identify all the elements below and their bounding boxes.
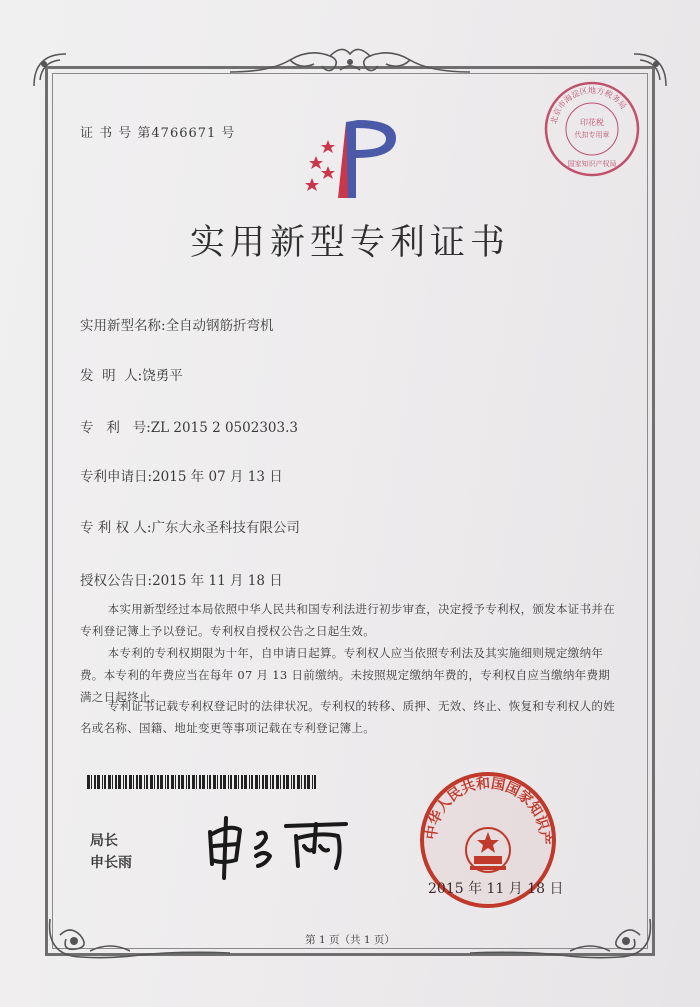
barcode-bar <box>307 775 310 789</box>
seal-date: 2015 年 11 月 18 日 <box>428 881 564 897</box>
field-value: ZL 2015 2 0502303.3 <box>150 420 298 436</box>
director-title: 局长 <box>90 833 118 849</box>
patent-office-logo <box>298 112 408 206</box>
barcode-bar <box>314 775 316 789</box>
certificate-number: 证 书 号 第4766671 号 <box>80 126 236 141</box>
legal-paragraph-1: 本实用新型经过本局依照中华人民共和国专利法进行初步审查，决定授予专利权，颁发本证书并在专利登记簿上予以登记。专利权自授权公告之日起生效。 <box>80 602 615 638</box>
barcode-bar <box>241 775 243 789</box>
barcode-bar <box>249 775 250 789</box>
barcode-bar <box>223 775 226 789</box>
barcode-bar <box>238 775 239 789</box>
barcode-bar <box>102 775 103 789</box>
top-ornament <box>230 42 470 78</box>
director-name: 申长雨 <box>90 855 132 871</box>
certificate-title: 实用新型专利证书 <box>189 223 510 263</box>
barcode-bar <box>129 775 132 789</box>
field-label: 实用新型名称: <box>80 318 166 334</box>
barcode-bar <box>139 775 142 789</box>
page-number: 第 1 页（共 1 页） <box>305 934 395 946</box>
barcode-bar <box>91 775 92 789</box>
field-patentee <box>80 516 300 536</box>
barcode-bar <box>133 775 134 789</box>
barcode-bar <box>123 775 124 789</box>
tax-stamp-center-line2: 代扣专用章 <box>574 131 610 139</box>
barcode-bar <box>234 775 237 789</box>
barcode-bar <box>251 775 253 789</box>
field-grant-announcement-date <box>80 569 283 589</box>
barcode-bar <box>207 775 208 789</box>
barcode-bar <box>150 775 153 789</box>
barcode-bar <box>217 775 218 789</box>
barcode-bar <box>272 775 274 789</box>
barcode-bar <box>186 775 187 789</box>
tax-stamp-bottom-text: 国家知识产权局 <box>567 160 617 168</box>
barcode-bar <box>188 775 190 789</box>
barcode-bar <box>192 775 195 789</box>
barcode-bar <box>262 775 264 789</box>
field-patent-number <box>80 416 298 436</box>
barcode-bar <box>199 775 201 789</box>
barcode-bar <box>244 775 247 789</box>
barcode-bar <box>178 775 180 789</box>
barcode-bar <box>144 775 145 789</box>
barcode-bar <box>280 775 281 789</box>
barcode-bar <box>175 775 176 789</box>
field-utility-model-name <box>80 314 274 334</box>
barcode-bar <box>97 775 100 789</box>
field-label: 专 利 号: <box>80 420 151 436</box>
field-value: 全自动钢筋折弯机 <box>165 318 274 334</box>
barcode-bar <box>154 775 155 789</box>
barcode-bar <box>312 775 313 789</box>
seal-ring-text: 中华人民共和国国家知识产 <box>423 775 553 846</box>
field-label: 专 利 权 人: <box>80 520 152 536</box>
tax-stamp-ring-text: 北京市海淀区地方税务局 <box>549 85 628 125</box>
barcode-bar <box>160 775 163 789</box>
barcode-bar <box>104 775 106 789</box>
barcode <box>87 774 317 793</box>
barcode-bar <box>228 775 229 789</box>
barcode-bar <box>291 775 292 789</box>
field-inventor <box>80 364 183 384</box>
barcode-bar <box>297 775 300 789</box>
tax-stamp-center-line1: 印花税 <box>580 118 604 127</box>
field-value: 2015 年 11 月 18 日 <box>152 573 283 589</box>
barcode-bar <box>112 775 113 789</box>
barcode-bar <box>255 775 258 789</box>
barcode-bar <box>301 775 302 789</box>
barcode-bar <box>146 775 148 789</box>
barcode-bar <box>220 775 222 789</box>
field-label: 授权公告日: <box>80 573 153 589</box>
director-signature <box>200 812 350 886</box>
barcode-bar <box>270 775 271 789</box>
field-label: 发 明 人: <box>80 368 143 384</box>
field-application-date <box>80 465 283 485</box>
barcode-bar <box>171 775 174 789</box>
barcode-bar <box>276 775 279 789</box>
tax-stamp <box>543 80 641 182</box>
barcode-bar <box>118 775 121 789</box>
barcode-bar <box>167 775 169 789</box>
barcode-bar <box>202 775 205 789</box>
legal-paragraph-3: 专利证书记载专利权登记时的法律状况。专利权的转移、质押、无效、终止、恢复和专利权人的姓名或名称、国籍、地址变更等事项记载在专利登记簿上。 <box>80 699 615 735</box>
barcode-bar <box>259 775 260 789</box>
barcode-bar <box>213 775 216 789</box>
barcode-bar <box>293 775 295 789</box>
barcode-bar <box>108 775 111 789</box>
barcode-bar <box>283 775 285 789</box>
barcode-bar <box>115 775 117 789</box>
barcode-bar <box>136 775 138 789</box>
barcode-bar <box>230 775 232 789</box>
barcode-bar <box>87 775 90 789</box>
barcode-bar <box>165 775 166 789</box>
barcode-bar <box>304 775 306 789</box>
barcode-bar <box>125 775 127 789</box>
legal-paragraph-2: 本专利的专利权期限为十年，自申请日起算。专利权人应当依照专利法及其实施细则规定缴纳年费。本专利的年费应当在每年 07 月 13 日前缴纳。未按照规定缴纳年费的，专利权自应当缴纳年费期满之日起终止。 <box>80 646 611 704</box>
barcode-bar <box>265 775 268 789</box>
barcode-bar <box>196 775 197 789</box>
field-label: 专利申请日: <box>80 469 153 485</box>
barcode-bar <box>94 775 96 789</box>
barcode-bar <box>157 775 159 789</box>
barcode-bar <box>209 775 211 789</box>
field-value: 广东大永圣科技有限公司 <box>151 520 300 536</box>
barcode-bar <box>286 775 289 789</box>
corner-ornament-top-left <box>30 50 70 90</box>
barcode-bar <box>181 775 184 789</box>
field-value: 2015 年 07 月 13 日 <box>152 469 283 485</box>
field-value: 饶勇平 <box>142 368 183 384</box>
